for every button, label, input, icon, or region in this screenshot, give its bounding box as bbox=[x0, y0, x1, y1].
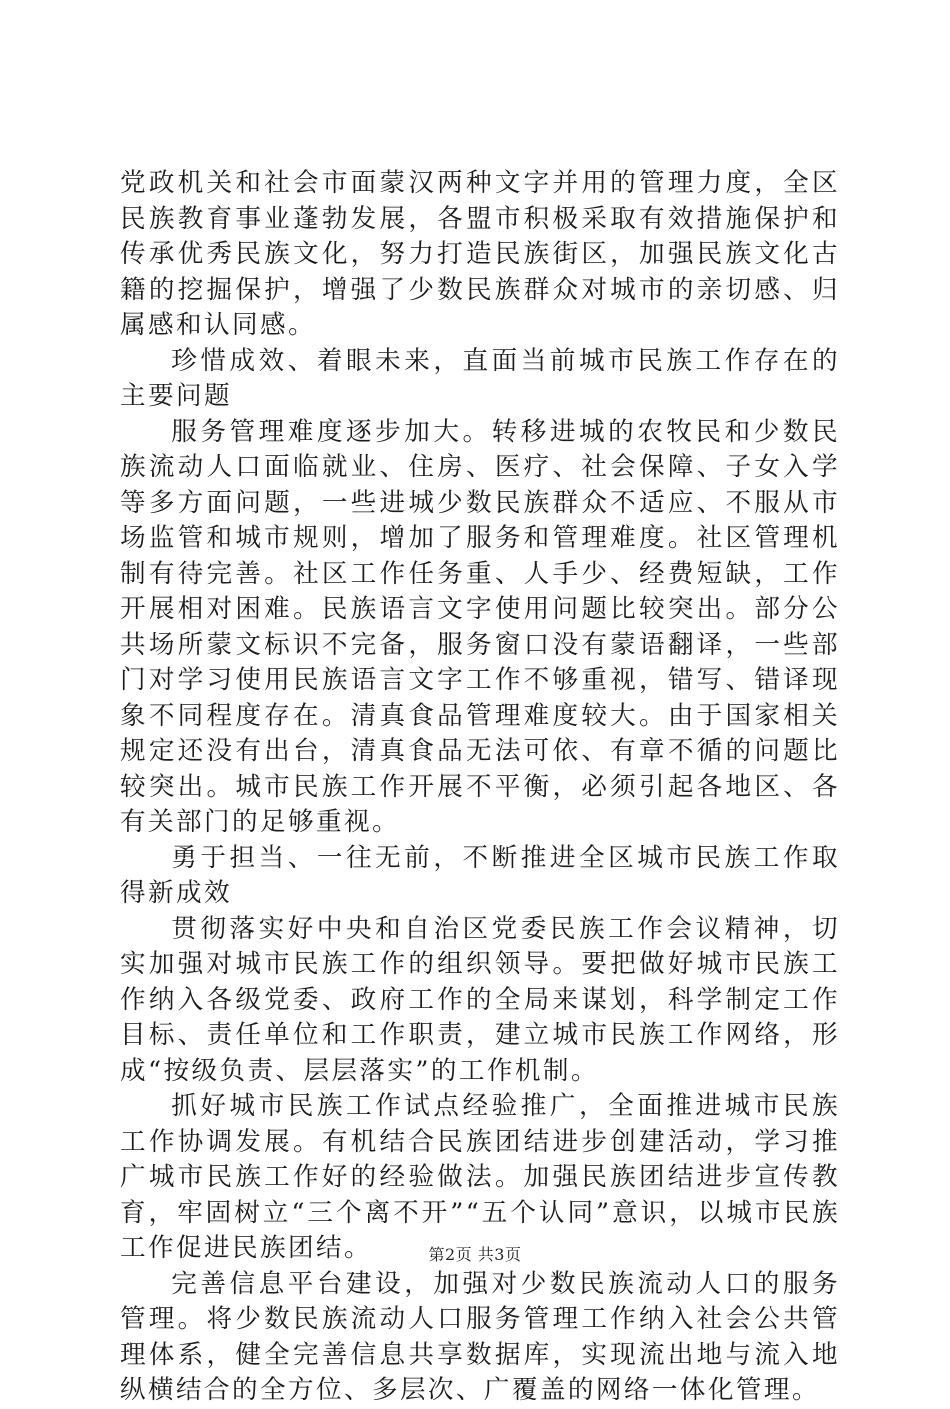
paragraph-problems: 服务管理难度逐步加大。转移进城的农牧民和少数民族流动人口面临就业、住房、医疗、社会保障、子女入学等多方面问题，一些进城少数民族群众不适应、不服从市场监管和城市规则，增加了服务和管理难度。社区管理机制有待完善。社区工作任务重、人手少、经费短缺，工作开展相对困难。民族语言文字使用问题比较突出。部分公共场所蒙文标识不完备，服务窗口没有蒙语翻译，一些部门对学习使用民族语言文字工作不够重视，错写、错译现象不同程度存在。清真食品管理难度较大。由于国家相关规定还没有出台，清真食品无法可依、有章不循的问题比较突出。城市民族工作开展不平衡，必须引起各地区、各有关部门的足够重视。 bbox=[120, 416, 840, 837]
document-body bbox=[120, 166, 840, 1409]
paragraph-pilot-experience: 抓好城市民族工作试点经验推广，全面推进城市民族工作协调发展。有机结合民族团结进步创建活动，学习推广城市民族工作好的经验做法。加强民族团结进步宣传教育，牢固树立“三个离不开”“五个认同”意识，以城市民族工作促进民族团结。 bbox=[120, 1091, 840, 1263]
paragraph-info-platform: 完善信息平台建设，加强对少数民族流动人口的服务管理。将少数民族流动人口服务管理工作纳入社会公共管理体系，健全完善信息共享数据库，实现流出地与流入地纵横结合的全方位、多层次、广覆盖的网络一体化管理。 bbox=[120, 1268, 840, 1405]
paragraph-leadership: 贯彻落实好中央和自治区党委民族工作会议精神，切实加强对城市民族工作的组织领导。要把做好城市民族工作纳入各级党委、政府工作的全局来谋划，科学制定工作目标、责任单位和工作职责，建立城市民族工作网络，形成“按级负责、层层落实”的工作机制。 bbox=[120, 913, 840, 1086]
page-number-footer: 第2页 共3页 bbox=[428, 1245, 522, 1264]
section-heading-progress: 勇于担当、一往无前，不断推进全区城市民族工作取得新成效 bbox=[120, 842, 840, 908]
paragraph-continuation: 党政机关和社会市面蒙汉两种文字并用的管理力度，全区民族教育事业蓬勃发展，各盟市积极采取有效措施保护和传承优秀民族文化，努力打造民族街区，加强民族文化古籍的挖掘保护，增强了少数民族群众对城市的亲切感、归属感和认同感。 bbox=[120, 168, 840, 340]
section-heading-problems: 珍惜成效、着眼未来，直面当前城市民族工作存在的主要问题 bbox=[120, 345, 840, 411]
